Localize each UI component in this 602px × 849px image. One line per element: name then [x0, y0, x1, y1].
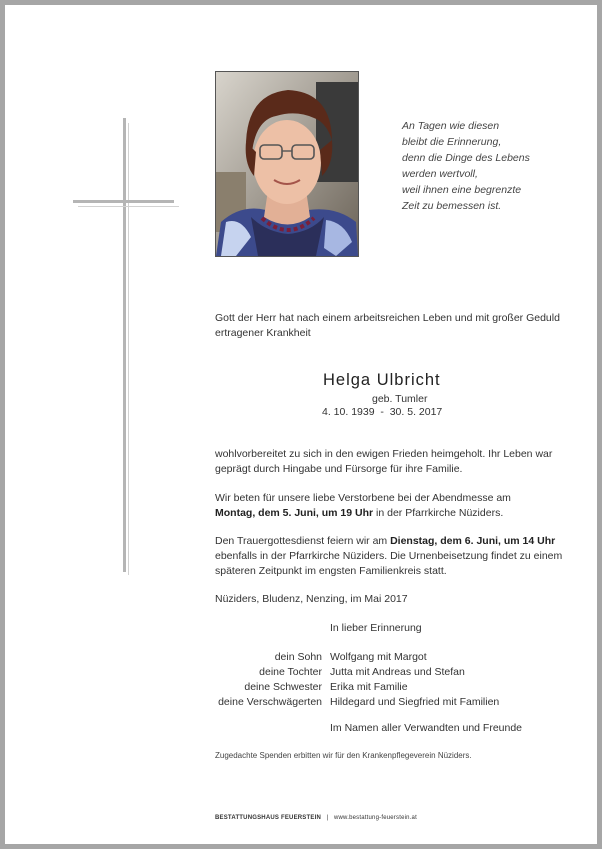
quote-line: An Tagen wie diesen — [402, 120, 500, 132]
paragraph-text: ebenfalls in der Pfarrkirche Nüziders. Die Urnenbeisetzung findet zu einem späteren Zeitpunkt im engsten Familienkreis statt. — [215, 550, 563, 577]
mourner-row — [215, 665, 499, 680]
footer-separator: | — [326, 815, 329, 821]
obituary-page — [5, 5, 597, 844]
on-behalf-text: Im Namen aller Verwandten und Freunde — [330, 722, 523, 734]
intro-text: Gott der Herr hat nach einem arbeitsreichen Leben und mit großer Geduld ertragener Krankheit — [215, 312, 560, 339]
mourner-names: Hildegard und Siegfried mit Familien — [330, 696, 500, 708]
donation-note: Zugedachte Spenden erbitten wir für den Krankenpflegeverein Nüziders. — [215, 751, 472, 760]
mourner-names: Erika mit Familie — [330, 681, 408, 693]
cross-horizontal-bar — [73, 200, 174, 203]
cross-vertical-shadow — [128, 123, 129, 575]
mourner-relation: deine Schwester — [244, 681, 322, 693]
deceased-name: Helga Ulbricht — [323, 371, 441, 389]
paragraph-text: Wir beten für unsere liebe Verstorbene bei der Abendmesse am — [215, 492, 511, 504]
mourner-relation: deine Tochter — [259, 666, 322, 678]
quote-line: werden wertvoll, — [402, 168, 478, 180]
mourner-row — [215, 650, 499, 665]
life-dates: 4. 10. 1939 - 30. 5. 2017 — [322, 406, 443, 418]
place-date: Nüziders, Bludenz, Nenzing, im Mai 2017 — [215, 593, 408, 605]
mourner-names: Jutta mit Andreas und Stefan — [330, 666, 465, 678]
cross-vertical-bar — [123, 118, 126, 572]
quote-line: Zeit zu bemessen ist. — [402, 200, 502, 212]
quote-line: denn die Dinge des Lebens — [402, 152, 530, 164]
mourner-relation: dein Sohn — [274, 651, 322, 663]
quote-line: bleibt die Erinnerung, — [402, 136, 502, 148]
funeral-home-name: BESTATTUNGSHAUS FEUERSTEIN — [215, 815, 321, 821]
mourners-list — [215, 650, 499, 710]
memorial-quote — [402, 118, 530, 214]
mourner-row — [215, 695, 499, 710]
portrait-photo — [215, 71, 359, 257]
paragraph-text: Den Trauergottesdienst feiern wir am — [215, 535, 391, 547]
paragraph-trauergottesdienst — [215, 534, 565, 579]
mourner-relation: deine Verschwägerten — [218, 696, 322, 708]
mourner-names: Wolfgang mit Margot — [330, 651, 427, 663]
birth-name: geb. Tumler — [372, 393, 428, 405]
mourner-row — [215, 680, 499, 695]
footer — [215, 815, 417, 821]
funeral-home-url[interactable]: www.bestattung-feuerstein.at — [333, 815, 417, 821]
paragraph-heimgeholt: wohlvorbereitet zu sich in den ewigen Frieden heimgeholt. Ihr Leben war geprägt durch Hingabe und Fürsorge für ihre Familie. — [215, 448, 553, 475]
cross-horizontal-shadow — [78, 206, 179, 207]
quote-line: weil ihnen eine begrenzte — [402, 184, 522, 196]
paragraph-abendmesse — [215, 491, 565, 521]
in-memory-heading: In lieber Erinnerung — [330, 622, 422, 634]
paragraph-text: in der Pfarrkirche Nüziders. — [373, 507, 504, 519]
mass-date: Montag, dem 5. Juni, um 19 Uhr — [215, 507, 374, 519]
funeral-date: Dienstag, dem 6. Juni, um 14 Uhr — [390, 535, 556, 547]
